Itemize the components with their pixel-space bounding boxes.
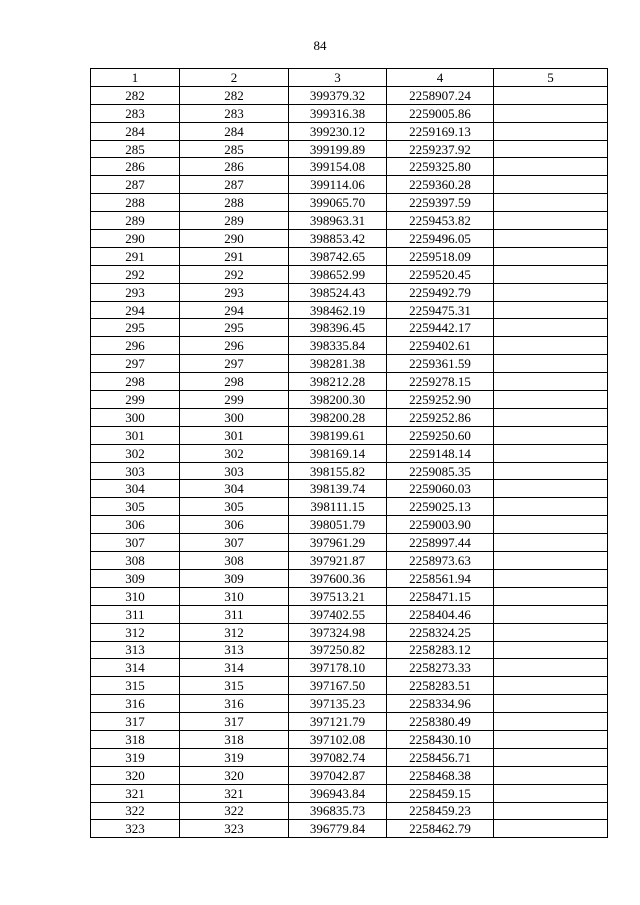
table-cell: 397961.29 [289, 534, 387, 552]
table-cell: 302 [91, 444, 180, 462]
table-cell: 2259250.60 [387, 426, 494, 444]
table-cell: 398281.38 [289, 355, 387, 373]
table-cell [494, 444, 608, 462]
table-cell: 2259360.28 [387, 176, 494, 194]
table-cell: 301 [180, 426, 289, 444]
table-row [91, 212, 608, 230]
table-cell: 294 [180, 301, 289, 319]
table-cell: 319 [180, 748, 289, 766]
table-cell: 396943.84 [289, 784, 387, 802]
table-cell: 2258471.15 [387, 587, 494, 605]
table-row [91, 677, 608, 695]
table-cell [494, 534, 608, 552]
table-cell: 295 [180, 319, 289, 337]
table-row [91, 802, 608, 820]
table-row [91, 444, 608, 462]
table-cell: 2258283.12 [387, 641, 494, 659]
table-cell [494, 391, 608, 409]
table-row [91, 623, 608, 641]
table-cell: 293 [91, 283, 180, 301]
table-cell: 316 [91, 695, 180, 713]
table-cell: 305 [180, 498, 289, 516]
table-cell: 2259278.15 [387, 373, 494, 391]
table-cell [494, 265, 608, 283]
table-cell: 397600.36 [289, 569, 387, 587]
table-cell: 292 [180, 265, 289, 283]
table-cell: 290 [91, 230, 180, 248]
table-cell: 398139.74 [289, 480, 387, 498]
table-cell: 302 [180, 444, 289, 462]
table-cell: 2259003.90 [387, 516, 494, 534]
table-cell [494, 569, 608, 587]
table-row [91, 373, 608, 391]
table-row [91, 730, 608, 748]
table-row [91, 391, 608, 409]
table-row [91, 569, 608, 587]
table-cell: 398169.14 [289, 444, 387, 462]
table-cell: 396779.84 [289, 820, 387, 838]
table-cell [494, 212, 608, 230]
table-cell: 397178.10 [289, 659, 387, 677]
table-cell [494, 408, 608, 426]
table-cell: 296 [91, 337, 180, 355]
table-cell: 399065.70 [289, 194, 387, 212]
table-cell: 283 [180, 104, 289, 122]
table-cell: 2259496.05 [387, 230, 494, 248]
table-cell: 313 [180, 641, 289, 659]
table-cell: 323 [180, 820, 289, 838]
table-cell: 397042.87 [289, 766, 387, 784]
table-cell: 398212.28 [289, 373, 387, 391]
table-cell [494, 784, 608, 802]
table-cell: 317 [91, 713, 180, 731]
table-cell: 2259025.13 [387, 498, 494, 516]
table-cell: 2259492.79 [387, 283, 494, 301]
table-cell: 307 [180, 534, 289, 552]
table-cell: 398524.43 [289, 283, 387, 301]
table-cell: 297 [91, 355, 180, 373]
table-cell: 398051.79 [289, 516, 387, 534]
table-cell [494, 86, 608, 104]
table-cell: 2259325.80 [387, 158, 494, 176]
column-header: 5 [494, 69, 608, 87]
table-cell: 321 [91, 784, 180, 802]
table-cell: 397513.21 [289, 587, 387, 605]
table-cell: 2258404.46 [387, 605, 494, 623]
table-cell: 287 [180, 176, 289, 194]
table-cell: 397324.98 [289, 623, 387, 641]
table-cell: 323 [91, 820, 180, 838]
table-cell: 305 [91, 498, 180, 516]
table-cell: 2259148.14 [387, 444, 494, 462]
table-cell [494, 462, 608, 480]
table-cell: 317 [180, 713, 289, 731]
table-row [91, 462, 608, 480]
table-row [91, 766, 608, 784]
table-row [91, 587, 608, 605]
table-row [91, 337, 608, 355]
table-cell [494, 605, 608, 623]
table-cell: 2259252.86 [387, 408, 494, 426]
table-cell [494, 122, 608, 140]
table-cell: 309 [91, 569, 180, 587]
table-cell: 399230.12 [289, 122, 387, 140]
table-cell: 300 [180, 408, 289, 426]
table-cell [494, 194, 608, 212]
table-cell: 398155.82 [289, 462, 387, 480]
table-cell: 286 [91, 158, 180, 176]
table-cell [494, 587, 608, 605]
table-row [91, 820, 608, 838]
table-cell: 292 [91, 265, 180, 283]
table-cell: 311 [91, 605, 180, 623]
table-row [91, 552, 608, 570]
table-cell: 397250.82 [289, 641, 387, 659]
table-cell: 397402.55 [289, 605, 387, 623]
table-cell [494, 748, 608, 766]
table-cell: 287 [91, 176, 180, 194]
table-row [91, 194, 608, 212]
table-cell [494, 695, 608, 713]
table-row [91, 265, 608, 283]
table-cell: 289 [180, 212, 289, 230]
table-cell: 284 [91, 122, 180, 140]
table-cell: 399114.06 [289, 176, 387, 194]
table-row [91, 122, 608, 140]
table-row [91, 605, 608, 623]
table-cell: 2259518.09 [387, 247, 494, 265]
table-cell: 298 [180, 373, 289, 391]
table-cell [494, 516, 608, 534]
table-cell: 309 [180, 569, 289, 587]
table-body [91, 86, 608, 837]
table-cell: 398742.65 [289, 247, 387, 265]
table-cell: 299 [91, 391, 180, 409]
table-cell [494, 319, 608, 337]
table-cell: 318 [91, 730, 180, 748]
table-cell: 2259060.03 [387, 480, 494, 498]
table-cell: 397082.74 [289, 748, 387, 766]
table-cell [494, 176, 608, 194]
table-cell: 2258459.15 [387, 784, 494, 802]
table-row [91, 748, 608, 766]
table-row [91, 659, 608, 677]
table-row [91, 283, 608, 301]
table-cell: 399199.89 [289, 140, 387, 158]
table-cell: 2259402.61 [387, 337, 494, 355]
table-cell: 398652.99 [289, 265, 387, 283]
table-cell: 320 [91, 766, 180, 784]
table-row [91, 713, 608, 731]
table-cell: 315 [91, 677, 180, 695]
table-row [91, 426, 608, 444]
table-cell [494, 730, 608, 748]
table-cell: 304 [180, 480, 289, 498]
table-cell [494, 623, 608, 641]
table-cell [494, 230, 608, 248]
table-cell: 321 [180, 784, 289, 802]
table-cell [494, 820, 608, 838]
table-cell: 399379.32 [289, 86, 387, 104]
table-cell: 397121.79 [289, 713, 387, 731]
table-row [91, 480, 608, 498]
column-header: 4 [387, 69, 494, 87]
table-cell: 2258334.96 [387, 695, 494, 713]
table-row [91, 355, 608, 373]
table-cell: 2258430.10 [387, 730, 494, 748]
table-row [91, 301, 608, 319]
table-row [91, 104, 608, 122]
table-row [91, 498, 608, 516]
table-cell [494, 355, 608, 373]
table-cell: 2259453.82 [387, 212, 494, 230]
table-cell: 2258273.33 [387, 659, 494, 677]
table-cell: 2258997.44 [387, 534, 494, 552]
table-cell [494, 659, 608, 677]
table-cell: 2259085.35 [387, 462, 494, 480]
table-cell: 397135.23 [289, 695, 387, 713]
table-cell: 320 [180, 766, 289, 784]
table-cell: 2258459.23 [387, 802, 494, 820]
table-cell [494, 337, 608, 355]
table-cell: 288 [180, 194, 289, 212]
table-cell: 398462.19 [289, 301, 387, 319]
table-row [91, 247, 608, 265]
table-cell: 2259475.31 [387, 301, 494, 319]
table-cell: 297 [180, 355, 289, 373]
table-cell: 315 [180, 677, 289, 695]
column-header: 2 [180, 69, 289, 87]
table-cell: 286 [180, 158, 289, 176]
table-row [91, 695, 608, 713]
table-cell [494, 373, 608, 391]
table-cell: 294 [91, 301, 180, 319]
table-cell: 2259442.17 [387, 319, 494, 337]
table-cell: 2259237.92 [387, 140, 494, 158]
table-cell: 322 [180, 802, 289, 820]
table-cell: 2259169.13 [387, 122, 494, 140]
table-cell: 398200.30 [289, 391, 387, 409]
table-cell: 296 [180, 337, 289, 355]
table-cell: 313 [91, 641, 180, 659]
table-cell: 303 [91, 462, 180, 480]
table-cell [494, 140, 608, 158]
table-cell [494, 677, 608, 695]
table-cell: 290 [180, 230, 289, 248]
table-cell: 312 [91, 623, 180, 641]
coordinates-table [90, 68, 608, 838]
table-cell: 2258324.25 [387, 623, 494, 641]
table-cell: 316 [180, 695, 289, 713]
table-cell: 2258462.79 [387, 820, 494, 838]
table-header-row [91, 69, 608, 87]
table-cell: 2258907.24 [387, 86, 494, 104]
table-cell: 322 [91, 802, 180, 820]
table-row [91, 140, 608, 158]
table-cell: 300 [91, 408, 180, 426]
table-cell: 298 [91, 373, 180, 391]
table-cell: 306 [91, 516, 180, 534]
table-cell [494, 713, 608, 731]
table-cell: 285 [91, 140, 180, 158]
table-cell: 397921.87 [289, 552, 387, 570]
table-cell [494, 480, 608, 498]
table-cell: 303 [180, 462, 289, 480]
table-row [91, 784, 608, 802]
table-cell: 2258456.71 [387, 748, 494, 766]
table-cell: 291 [180, 247, 289, 265]
table-cell: 308 [91, 552, 180, 570]
table-cell: 308 [180, 552, 289, 570]
table-cell: 319 [91, 748, 180, 766]
table-cell: 2258561.94 [387, 569, 494, 587]
table-cell: 2258380.49 [387, 713, 494, 731]
table-cell: 2259252.90 [387, 391, 494, 409]
table-cell: 2259397.59 [387, 194, 494, 212]
table-cell: 307 [91, 534, 180, 552]
table-cell: 285 [180, 140, 289, 158]
table-row [91, 641, 608, 659]
table-cell: 398199.61 [289, 426, 387, 444]
table-cell: 295 [91, 319, 180, 337]
table-row [91, 408, 608, 426]
table-row [91, 176, 608, 194]
table-cell: 399316.38 [289, 104, 387, 122]
table-cell: 396835.73 [289, 802, 387, 820]
table-cell: 399154.08 [289, 158, 387, 176]
table-cell: 304 [91, 480, 180, 498]
table-cell: 2259005.86 [387, 104, 494, 122]
table-cell [494, 158, 608, 176]
table-cell: 2259520.45 [387, 265, 494, 283]
table-cell [494, 498, 608, 516]
table-cell: 289 [91, 212, 180, 230]
table-cell: 398396.45 [289, 319, 387, 337]
table-cell: 291 [91, 247, 180, 265]
table-row [91, 516, 608, 534]
table-cell: 2258468.38 [387, 766, 494, 784]
table-cell: 310 [180, 587, 289, 605]
table-cell: 311 [180, 605, 289, 623]
table-cell [494, 766, 608, 784]
table-cell [494, 301, 608, 319]
page-number: 84 [313, 38, 327, 53]
table-cell: 2258283.51 [387, 677, 494, 695]
table-cell: 293 [180, 283, 289, 301]
table-cell [494, 641, 608, 659]
column-header: 3 [289, 69, 387, 87]
table-cell: 314 [91, 659, 180, 677]
table-row [91, 319, 608, 337]
table-cell: 397102.08 [289, 730, 387, 748]
table-cell [494, 802, 608, 820]
table-row [91, 86, 608, 104]
table-cell: 310 [91, 587, 180, 605]
table-cell: 312 [180, 623, 289, 641]
table-cell: 314 [180, 659, 289, 677]
table-cell [494, 247, 608, 265]
table-cell: 284 [180, 122, 289, 140]
table-cell: 398200.28 [289, 408, 387, 426]
table-cell [494, 426, 608, 444]
table-cell: 2259361.59 [387, 355, 494, 373]
table-row [91, 534, 608, 552]
table-cell [494, 552, 608, 570]
table-cell: 282 [91, 86, 180, 104]
table-cell: 398853.42 [289, 230, 387, 248]
table-row [91, 230, 608, 248]
table-cell: 288 [91, 194, 180, 212]
table-cell: 398111.15 [289, 498, 387, 516]
table-cell: 283 [91, 104, 180, 122]
table-cell: 299 [180, 391, 289, 409]
table-row [91, 158, 608, 176]
table-cell: 282 [180, 86, 289, 104]
column-header: 1 [91, 69, 180, 87]
table-cell: 2258973.63 [387, 552, 494, 570]
table-cell: 397167.50 [289, 677, 387, 695]
table-cell: 318 [180, 730, 289, 748]
table-cell: 398963.31 [289, 212, 387, 230]
table-cell: 306 [180, 516, 289, 534]
table-cell [494, 104, 608, 122]
table-cell [494, 283, 608, 301]
table-cell: 398335.84 [289, 337, 387, 355]
table-cell: 301 [91, 426, 180, 444]
